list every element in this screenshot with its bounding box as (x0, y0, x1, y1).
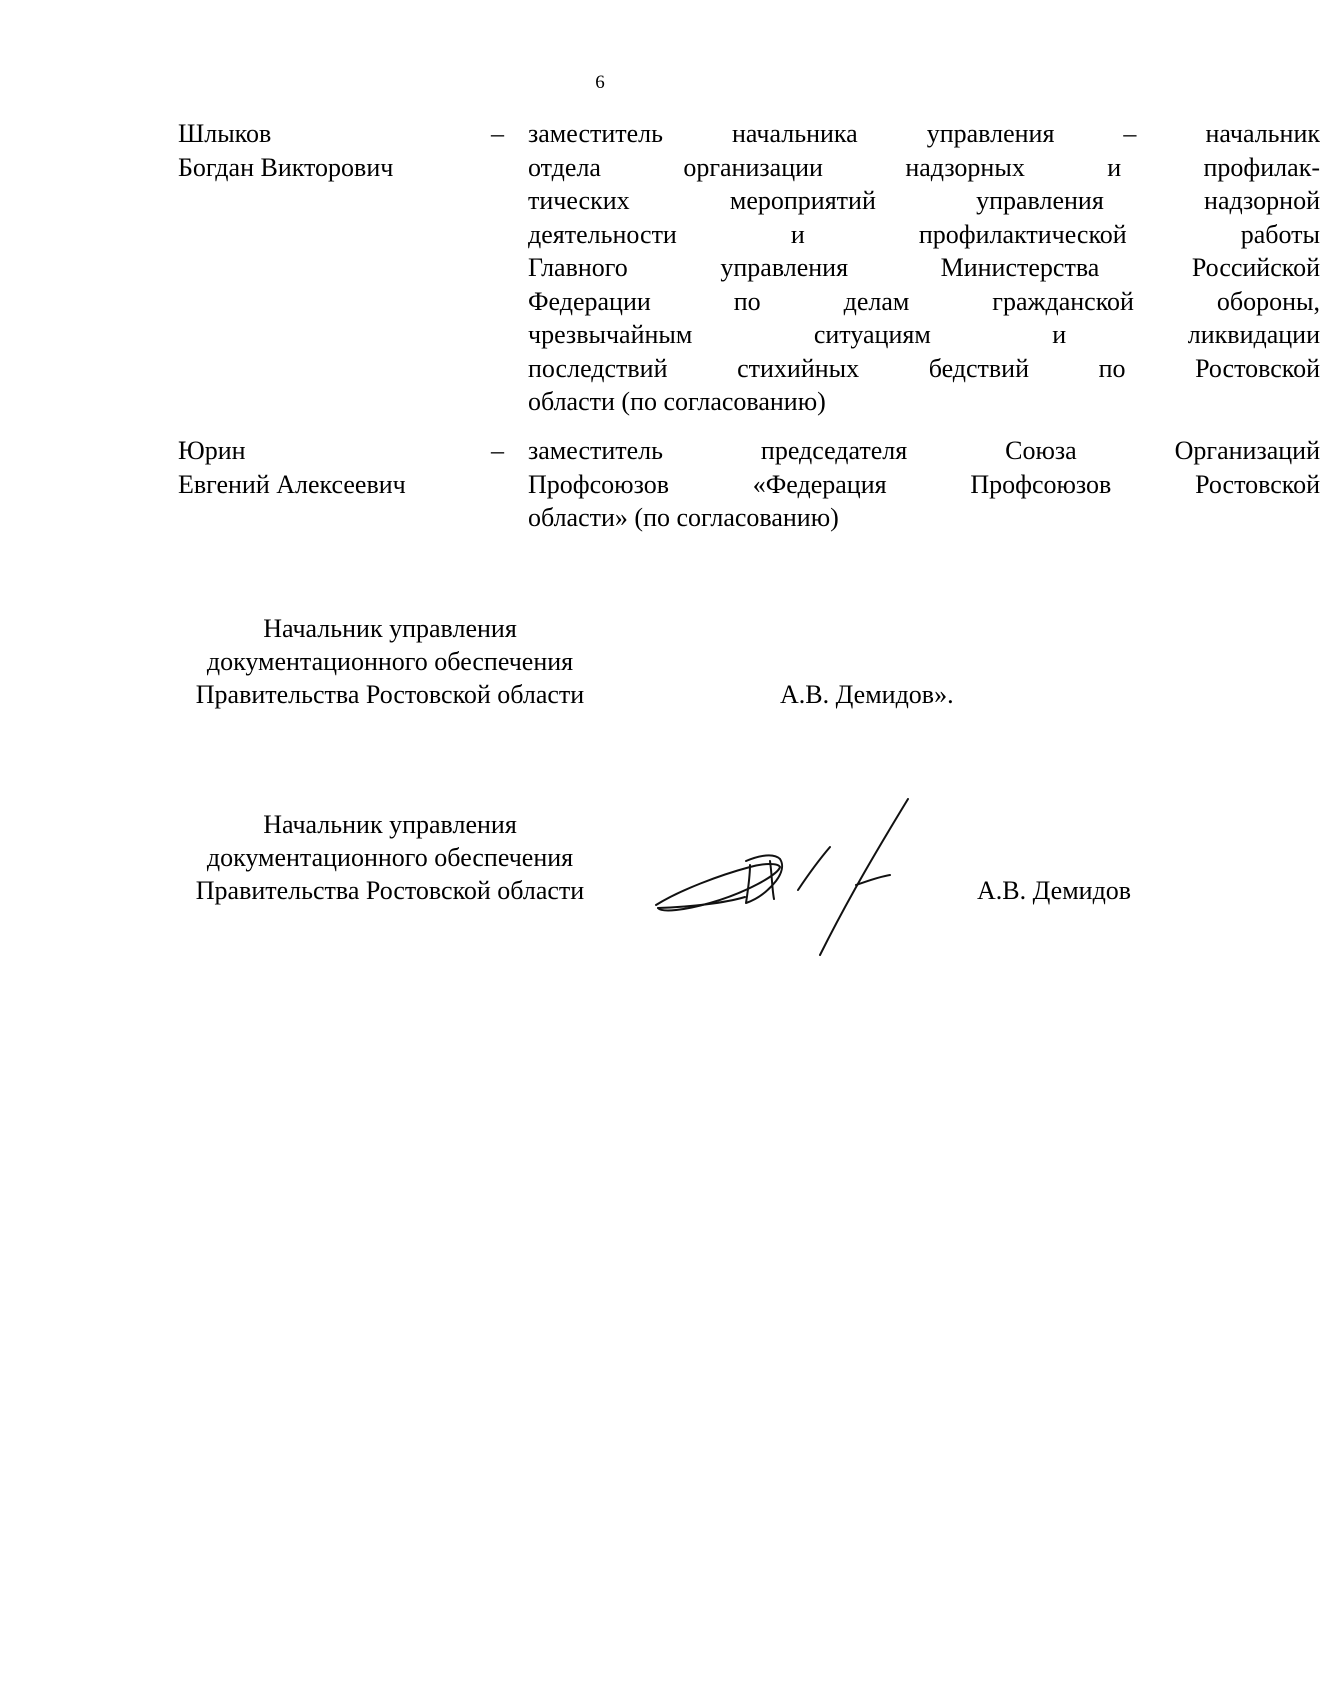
position-line: Начальник управления (263, 810, 517, 839)
member-name (178, 434, 478, 501)
quoted-signatory-name: А.В. Демидов». (780, 680, 954, 709)
member-surname: Шлыков (178, 119, 272, 148)
member-name (178, 117, 478, 184)
description-line: Федерации по делам гражданской обороны, (528, 286, 1320, 316)
final-signature-position (160, 808, 620, 907)
description-line: заместитель председателя Союза Организаций (528, 436, 1320, 465)
member-surname: Юрин (178, 436, 246, 465)
description-line: Главного управления Министерства Российской (528, 253, 1320, 282)
member-given-names: Евгений Алексеевич (178, 469, 406, 499)
description-line: отдела организации надзорных и профилак- (528, 152, 1320, 182)
final-signatory-name: А.В. Демидов (977, 876, 1132, 905)
page-number: 6 (595, 72, 605, 93)
member-given-names: Богдан Викторович (178, 152, 394, 182)
position-line: Начальник управления (263, 614, 517, 643)
member-description (528, 434, 1320, 535)
description-line: деятельности и профилактической работы (528, 219, 1320, 249)
description-line: Профсоюзов «Федерация Профсоюзов Ростовской (528, 469, 1320, 499)
position-line: Правительства Ростовской области (195, 876, 585, 905)
description-line: заместитель начальника управления – начальник (528, 119, 1320, 148)
position-line: документационного обеспечения (206, 843, 574, 872)
description-line: чрезвычайным ситуациям и ликвидации (528, 320, 1320, 349)
description-line: области (по согласованию) (528, 387, 826, 416)
handwritten-signature (650, 795, 940, 960)
dash-separator: – (491, 436, 504, 465)
description-line: области» (по согласованию) (528, 503, 839, 532)
dash-separator: – (491, 119, 504, 148)
position-line: Правительства Ростовской области (195, 680, 585, 709)
member-description (528, 117, 1320, 419)
position-line: документационного обеспечения (206, 647, 574, 676)
description-line: последствий стихийных бедствий по Ростовской (528, 353, 1320, 383)
quoted-signature-position (160, 612, 620, 711)
description-line: тических мероприятий управления надзорной (528, 186, 1320, 215)
